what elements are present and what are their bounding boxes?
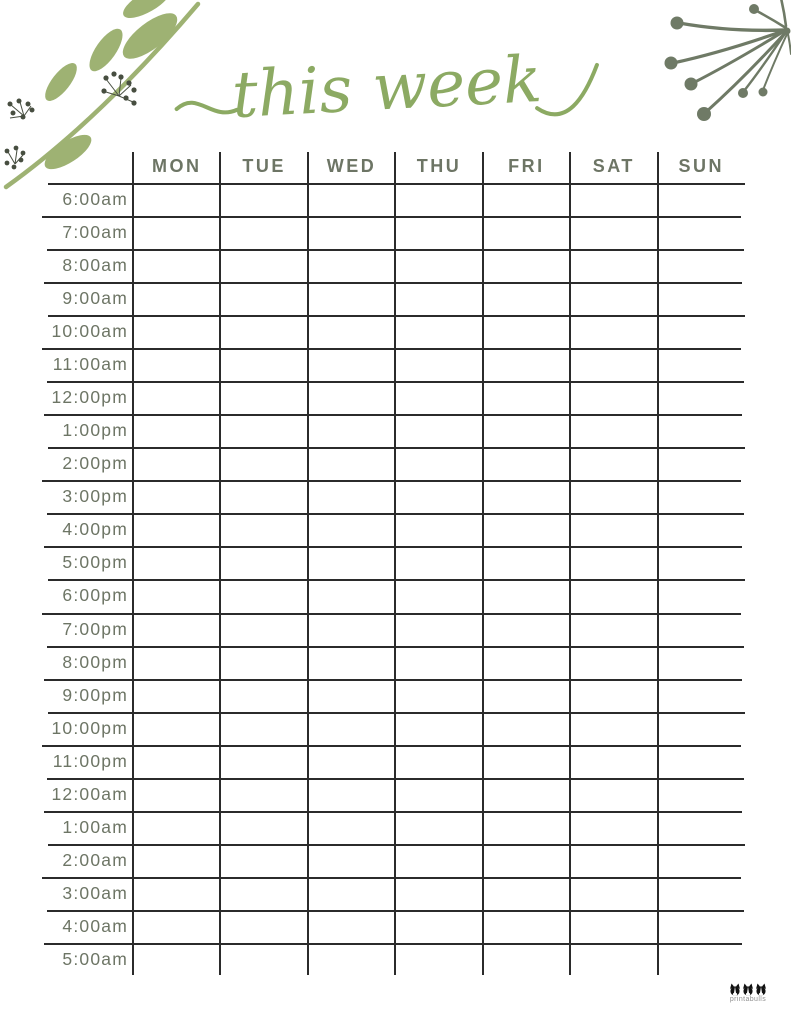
day-header-sat: SAT	[592, 156, 635, 176]
cell-fri-700pm	[484, 615, 569, 646]
cell-sat-1100pm	[571, 747, 656, 778]
cell-thu-1000pm	[396, 714, 481, 745]
cell-sun-1000pm	[659, 714, 744, 745]
cell-mon-1000pm	[134, 714, 219, 745]
cell-tue-500pm	[221, 548, 306, 579]
cell-thu-1200pm	[396, 383, 481, 414]
cell-sat-400pm	[571, 515, 656, 546]
cell-thu-400pm	[396, 515, 481, 546]
cell-sat-100pm	[571, 416, 656, 447]
time-label: 4:00pm	[62, 519, 128, 540]
cell-sun-200pm	[659, 449, 744, 480]
cell-fri-1200am	[484, 780, 569, 811]
cell-sun-500am	[659, 945, 744, 976]
time-label: 6:00pm	[62, 585, 128, 606]
cell-tue-200am	[221, 846, 306, 877]
cell-wed-500pm	[309, 548, 394, 579]
cell-wed-600am	[309, 185, 394, 216]
cell-mon-800am	[134, 251, 219, 282]
cell-fri-900am	[484, 284, 569, 315]
cell-tue-400am	[221, 912, 306, 943]
cell-wed-200pm	[309, 449, 394, 480]
cell-wed-300pm	[309, 482, 394, 513]
cell-fri-600pm	[484, 581, 569, 612]
cell-thu-400am	[396, 912, 481, 943]
bulldog-faces-icon	[718, 983, 778, 996]
cell-fri-100am	[484, 813, 569, 844]
cell-fri-1100pm	[484, 747, 569, 778]
cell-fri-300pm	[484, 482, 569, 513]
cell-sun-400am	[659, 912, 744, 943]
cell-mon-1100pm	[134, 747, 219, 778]
cell-mon-700am	[134, 218, 219, 249]
cell-sun-300am	[659, 879, 744, 910]
cell-mon-1100am	[134, 350, 219, 381]
cell-tue-400pm	[221, 515, 306, 546]
cell-fri-1000pm	[484, 714, 569, 745]
cell-wed-1100am	[309, 350, 394, 381]
cell-sun-800am	[659, 251, 744, 282]
cell-wed-400pm	[309, 515, 394, 546]
cell-thu-100pm	[396, 416, 481, 447]
cell-sun-1100pm	[659, 747, 744, 778]
cell-mon-500am	[134, 945, 219, 976]
cell-sat-1200pm	[571, 383, 656, 414]
day-header-thu: THU	[416, 156, 462, 176]
bulldog-icon	[742, 983, 754, 996]
time-label: 7:00am	[62, 222, 128, 243]
cell-fri-1200pm	[484, 383, 569, 414]
cell-thu-500am	[396, 945, 481, 976]
time-label: 1:00am	[62, 816, 128, 837]
cell-thu-1000am	[396, 317, 481, 348]
cell-sat-600pm	[571, 581, 656, 612]
cell-fri-200am	[484, 846, 569, 877]
day-header-fri: FRI	[508, 156, 545, 176]
cell-thu-200am	[396, 846, 481, 877]
cell-mon-300am	[134, 879, 219, 910]
printabulls-logo	[718, 983, 778, 1003]
cell-tue-1000am	[221, 317, 306, 348]
cell-fri-500pm	[484, 548, 569, 579]
cell-sun-1000am	[659, 317, 744, 348]
cell-fri-1000am	[484, 317, 569, 348]
cell-sun-900am	[659, 284, 744, 315]
cell-sun-600am	[659, 185, 744, 216]
time-label: 2:00am	[62, 849, 128, 870]
cell-sat-700pm	[571, 615, 656, 646]
cell-sun-500pm	[659, 548, 744, 579]
cell-sat-500pm	[571, 548, 656, 579]
cell-mon-1200am	[134, 780, 219, 811]
cell-tue-100am	[221, 813, 306, 844]
cell-tue-100pm	[221, 416, 306, 447]
cell-mon-1000am	[134, 317, 219, 348]
cell-sun-900pm	[659, 681, 744, 712]
cell-wed-900pm	[309, 681, 394, 712]
cell-thu-700am	[396, 218, 481, 249]
time-label: 8:00am	[62, 255, 128, 276]
cell-mon-600am	[134, 185, 219, 216]
cell-tue-1200pm	[221, 383, 306, 414]
cell-wed-400am	[309, 912, 394, 943]
cell-mon-900am	[134, 284, 219, 315]
cell-sun-700am	[659, 218, 744, 249]
cell-sun-600pm	[659, 581, 744, 612]
logo-text: printabulls	[729, 996, 767, 1003]
cell-fri-600am	[484, 185, 569, 216]
cell-wed-600pm	[309, 581, 394, 612]
cell-mon-200pm	[134, 449, 219, 480]
time-label: 4:00am	[62, 915, 128, 936]
cell-wed-800am	[309, 251, 394, 282]
time-label: 1:00pm	[62, 420, 128, 441]
cell-tue-900pm	[221, 681, 306, 712]
cell-thu-500pm	[396, 548, 481, 579]
cell-mon-400am	[134, 912, 219, 943]
cell-tue-500am	[221, 945, 306, 976]
time-label: 12:00am	[51, 783, 128, 804]
cell-tue-600am	[221, 185, 306, 216]
cell-wed-1200am	[309, 780, 394, 811]
cell-mon-300pm	[134, 482, 219, 513]
cell-thu-100am	[396, 813, 481, 844]
cell-thu-700pm	[396, 615, 481, 646]
time-label: 10:00pm	[51, 717, 128, 738]
bulldog-icon	[729, 983, 741, 996]
cell-fri-1100am	[484, 350, 569, 381]
cell-fri-400pm	[484, 515, 569, 546]
cell-sun-100am	[659, 813, 744, 844]
cell-wed-100am	[309, 813, 394, 844]
cell-mon-100pm	[134, 416, 219, 447]
cell-sun-1200pm	[659, 383, 744, 414]
cell-sun-1200am	[659, 780, 744, 811]
time-label: 3:00pm	[62, 486, 128, 507]
cell-mon-400pm	[134, 515, 219, 546]
cell-mon-100am	[134, 813, 219, 844]
cell-sun-300pm	[659, 482, 744, 513]
cell-thu-600am	[396, 185, 481, 216]
time-label: 7:00pm	[62, 618, 128, 639]
cell-tue-300am	[221, 879, 306, 910]
cell-mon-600pm	[134, 581, 219, 612]
time-label: 11:00am	[52, 354, 128, 375]
cell-fri-400am	[484, 912, 569, 943]
cell-mon-900pm	[134, 681, 219, 712]
cell-sat-1200am	[571, 780, 656, 811]
cell-tue-600pm	[221, 581, 306, 612]
cell-wed-700am	[309, 218, 394, 249]
cell-wed-300am	[309, 879, 394, 910]
cell-sat-200am	[571, 846, 656, 877]
cell-sat-300pm	[571, 482, 656, 513]
cell-sun-200am	[659, 846, 744, 877]
cell-wed-100pm	[309, 416, 394, 447]
day-header-tue: TUE	[242, 156, 286, 176]
cell-tue-1000pm	[221, 714, 306, 745]
time-label: 2:00pm	[62, 453, 128, 474]
time-label: 5:00pm	[62, 552, 128, 573]
cell-wed-1100pm	[309, 747, 394, 778]
cell-sat-300am	[571, 879, 656, 910]
cell-mon-700pm	[134, 615, 219, 646]
cell-thu-800pm	[396, 648, 481, 679]
cell-tue-1100pm	[221, 747, 306, 778]
cell-sat-200pm	[571, 449, 656, 480]
time-label: 9:00pm	[62, 684, 128, 705]
day-header-wed: WED	[326, 156, 377, 176]
cell-mon-800pm	[134, 648, 219, 679]
cell-sat-1000pm	[571, 714, 656, 745]
cell-wed-1000am	[309, 317, 394, 348]
cell-mon-200am	[134, 846, 219, 877]
cell-sat-100am	[571, 813, 656, 844]
cell-fri-800pm	[484, 648, 569, 679]
cell-sat-500am	[571, 945, 656, 976]
cell-sat-1100am	[571, 350, 656, 381]
cell-sun-700pm	[659, 615, 744, 646]
cell-wed-200am	[309, 846, 394, 877]
cell-thu-600pm	[396, 581, 481, 612]
cell-wed-1000pm	[309, 714, 394, 745]
cell-sun-800pm	[659, 648, 744, 679]
page-title: this week	[230, 42, 544, 134]
time-label: 12:00pm	[51, 387, 128, 408]
cell-mon-1200pm	[134, 383, 219, 414]
day-header-sun: SUN	[678, 156, 725, 176]
cell-fri-500am	[484, 945, 569, 976]
time-label: 5:00am	[62, 948, 128, 969]
cell-fri-100pm	[484, 416, 569, 447]
cell-wed-1200pm	[309, 383, 394, 414]
cell-mon-500pm	[134, 548, 219, 579]
cell-thu-1200am	[396, 780, 481, 811]
cell-tue-700am	[221, 218, 306, 249]
day-header-mon: MON	[151, 156, 202, 176]
cell-wed-700pm	[309, 615, 394, 646]
cell-tue-200pm	[221, 449, 306, 480]
cell-fri-200pm	[484, 449, 569, 480]
cell-thu-900am	[396, 284, 481, 315]
cell-sat-400am	[571, 912, 656, 943]
cell-sat-900pm	[571, 681, 656, 712]
cell-tue-300pm	[221, 482, 306, 513]
berry-spray-decoration-icon	[612, 0, 791, 145]
cell-thu-300am	[396, 879, 481, 910]
cell-sat-700am	[571, 218, 656, 249]
cell-sat-900am	[571, 284, 656, 315]
cell-sat-800pm	[571, 648, 656, 679]
time-label: 10:00am	[51, 321, 128, 342]
cell-thu-800am	[396, 251, 481, 282]
cell-tue-1100am	[221, 350, 306, 381]
bulldog-icon	[755, 983, 767, 996]
cell-thu-900pm	[396, 681, 481, 712]
cell-thu-1100am	[396, 350, 481, 381]
cell-thu-300pm	[396, 482, 481, 513]
cell-sat-1000am	[571, 317, 656, 348]
cell-sun-1100am	[659, 350, 744, 381]
cell-sun-400pm	[659, 515, 744, 546]
time-label: 8:00pm	[62, 651, 128, 672]
cell-tue-800am	[221, 251, 306, 282]
cell-tue-1200am	[221, 780, 306, 811]
cell-sun-100pm	[659, 416, 744, 447]
cell-tue-700pm	[221, 615, 306, 646]
cell-fri-800am	[484, 251, 569, 282]
cell-tue-800pm	[221, 648, 306, 679]
time-label: 6:00am	[62, 189, 128, 209]
cell-fri-300am	[484, 879, 569, 910]
cell-wed-500am	[309, 945, 394, 976]
cell-tue-900am	[221, 284, 306, 315]
cell-wed-900am	[309, 284, 394, 315]
cell-sat-600am	[571, 185, 656, 216]
title-script	[172, 16, 602, 148]
time-label: 11:00pm	[52, 750, 128, 771]
cell-sat-800am	[571, 251, 656, 282]
cell-wed-800pm	[309, 648, 394, 679]
cell-thu-1100pm	[396, 747, 481, 778]
time-label: 3:00am	[62, 882, 128, 903]
cell-thu-200pm	[396, 449, 481, 480]
cell-fri-900pm	[484, 681, 569, 712]
time-label: 9:00am	[62, 288, 128, 309]
cell-fri-700am	[484, 218, 569, 249]
